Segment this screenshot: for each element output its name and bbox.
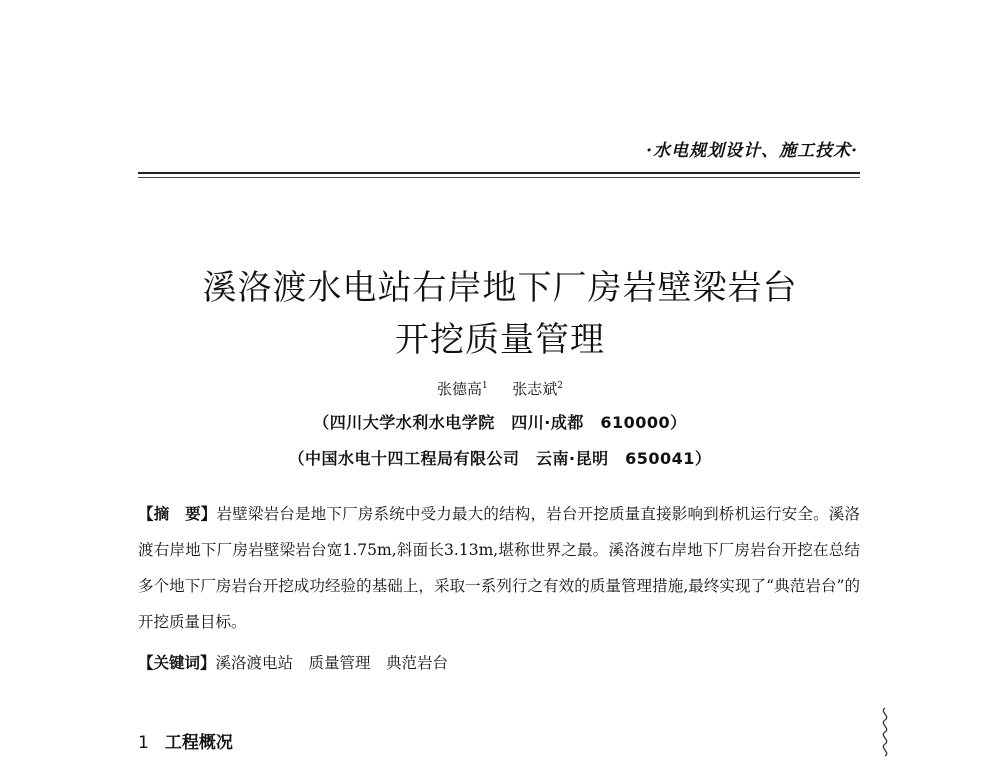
section-title: 工程概况 [164, 733, 233, 753]
section-number: 1 [138, 733, 149, 753]
keywords-line [138, 651, 860, 673]
keywords-text: 溪洛渡电站 质量管理 典范岩台 [215, 654, 449, 672]
header-rule-thin [138, 177, 860, 178]
author-name: 张德高 [436, 380, 482, 398]
abstract-paragraph [138, 496, 860, 640]
keywords-label: 【关键词】 [138, 654, 216, 672]
abstract-text: 岩壁梁岩台是地下厂房系统中受力最大的结构，岩台开挖质量直接影响到桥机运行安全。溪洛渡右岸地下厂房岩壁梁岩台宽1.75m,斜面长3.13m,堪称世界之最。溪洛渡右岸地下厂房岩台开挖在总结多个地下厂房岩台开挖成功经验的基础上，采取一系列行之有效的质量管理措施,最终实现了“典范岩台”的开挖质量目标。 [138, 505, 860, 631]
author-affiliation-mark: 1 [481, 381, 488, 391]
paper-title-line-1: 溪洛渡水电站右岸地下厂房岩壁梁岩台 [202, 268, 798, 308]
author-name: 张志斌 [512, 380, 558, 398]
abstract-label: 【摘 要】 [138, 505, 217, 523]
affiliation-1: （四川大学水利水电学院 四川·成都 610000） [313, 413, 687, 432]
author-list [0, 378, 1000, 399]
section-heading [138, 728, 233, 753]
affiliation-2: （中国水电十四工程局有限公司 云南·昆明 650041） [288, 449, 712, 468]
paper-title-line-2: 开挖质量管理 [395, 320, 605, 360]
column-tag: ·水电规划设计、施工技术· [646, 141, 858, 161]
header-rule-thick [138, 172, 860, 174]
author-affiliation-mark: 2 [557, 381, 564, 391]
binding-curl-icon [878, 706, 892, 758]
